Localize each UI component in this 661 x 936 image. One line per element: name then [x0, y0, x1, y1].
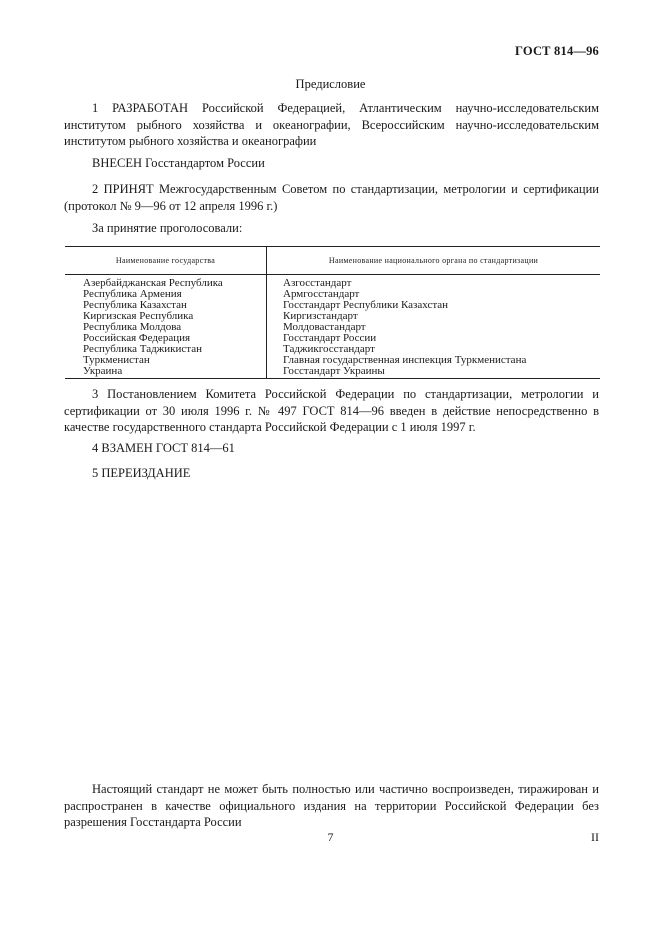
voting-table	[65, 246, 600, 379]
paragraph-enacted: 3 Постановлением Комитета Российской Федерации по стандартизации, метрологии и сертификации от 30 июля 1996 г. № 497 ГОСТ 814—96 введен в действие непосредственно в качестве государственного стандарта Российской Федерации с 1 июля 1997 г.	[64, 387, 599, 434]
standard-code: ГОСТ 814—96	[515, 44, 599, 58]
cell-state: Республика Казахстан	[65, 300, 267, 311]
table-row	[65, 275, 600, 290]
paragraph-replaces: 4 ВЗАМЕН ГОСТ 814—61	[92, 441, 235, 455]
cell-state: Украина	[65, 366, 267, 379]
cell-state: Республика Армения	[65, 289, 267, 300]
paragraph-introduced: ВНЕСЕН Госстандартом России	[92, 156, 265, 170]
cell-body: Госстандарт Украины	[267, 366, 601, 379]
paragraph-voted: За принятие проголосовали:	[92, 221, 243, 235]
cell-state: Азербайджанская Республика	[65, 275, 267, 290]
page-number: 7	[327, 830, 334, 844]
cell-state: Республика Молдова	[65, 322, 267, 333]
cell-body: Госстандарт России	[283, 332, 377, 344]
cell-state: Российская Федерация	[65, 333, 267, 344]
paragraph-adopted: 2 ПРИНЯТ Межгосударственным Советом по стандартизации, метрологии и сертификации (протокол № 9—96 от 12 апреля 1996 г.)	[64, 182, 599, 213]
cell-body: Госстандарт Республики Казахстан	[283, 299, 449, 311]
table-header-row	[65, 247, 600, 275]
cell-body: Армгосстандарт	[283, 288, 360, 300]
header-national-body: Наименование национального органа по стандартизации	[267, 247, 601, 275]
cell-state: Республика Таджикистан	[65, 344, 267, 355]
paragraph-reissue: 5 ПЕРЕИЗДАНИЕ	[92, 466, 191, 480]
paragraph-copyright: Настоящий стандарт не может быть полностью или частично воспроизведен, тиражирован и распространен в качестве официального издания на территории Российской Федерации без разрешения Госстандарта России	[64, 782, 599, 829]
cell-state: Киргизская Республика	[65, 311, 267, 322]
paragraph-developed: 1 РАЗРАБОТАН Российской Федерацией, Атлантическим научно-исследовательским институтом рыбного хозяйства и океанографии, Всероссийским научно-исследовательским институтом рыбного хозяйства и океанографии	[64, 101, 599, 148]
cell-body: Молдовастандарт	[283, 321, 366, 333]
cell-body: Киргизстандарт	[283, 310, 358, 322]
roman-page-number: II	[591, 830, 599, 844]
table-row	[65, 366, 600, 379]
preface-title: Предисловие	[295, 77, 366, 91]
cell-body: Главная государственная инспекция Туркменистана	[283, 354, 527, 366]
cell-state: Туркменистан	[65, 355, 267, 366]
header-state: Наименование государства	[65, 247, 267, 275]
cell-body: Таджикгосстандарт	[283, 343, 375, 355]
cell-body: Азгосстандарт	[283, 277, 352, 289]
